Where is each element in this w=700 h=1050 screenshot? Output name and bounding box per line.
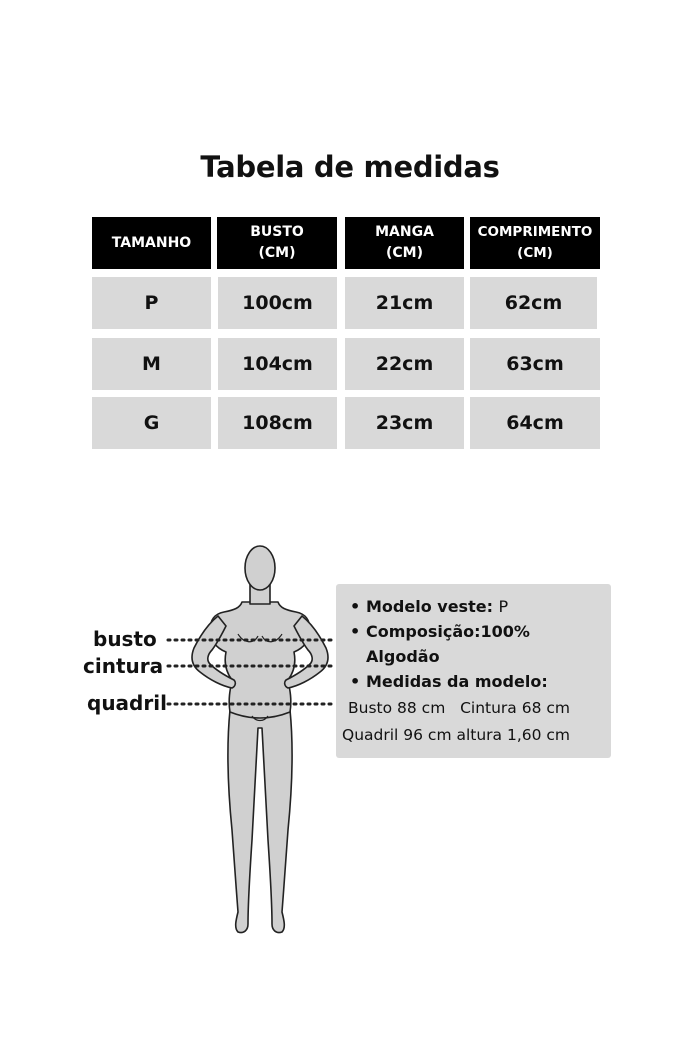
measurement-lines [160,630,340,720]
table-cell-size: P [92,277,211,329]
composition-continued: Algodão [366,647,440,666]
body-figure-illustration [170,540,350,940]
header-bust-label: BUSTO [250,224,304,240]
measures-label: • Medidas da modelo: [350,669,611,694]
table-cell-length: 62cm [470,277,597,329]
hip-label: quadril [87,691,167,715]
table-cell-bust: 100cm [218,277,337,329]
table-cell-sleeve: 23cm [345,397,464,449]
header-sleeve-label: MANGA [375,224,434,240]
table-cell-length: 64cm [470,397,600,449]
header-sleeve [345,217,464,269]
table-cell-sleeve: 21cm [345,277,464,329]
composition-item: • Composição:100% [350,619,611,644]
header-bust [217,217,337,269]
waist-label: cintura [83,654,164,678]
header-sleeve-unit: (CM) [385,245,423,261]
table-cell-bust: 104cm [218,338,337,390]
table-cell-size: M [92,338,211,390]
model-wears-label: Modelo veste: [366,597,493,616]
measures-line-2: Quadril 96 cm altura 1,60 cm [342,726,571,744]
header-length [470,217,600,269]
header-size-label: TAMANHO [111,234,192,251]
page-title: Tabela de medidas [200,150,500,184]
model-wears-value: P [498,597,509,616]
model-info-box [336,584,611,758]
table-cell-length: 63cm [470,338,600,390]
bust-label: busto [93,627,157,651]
table-cell-size: G [92,397,211,449]
header-size [92,217,211,269]
header-length-label: COMPRIMENTO [477,224,593,240]
header-length-unit: (CM) [517,245,553,261]
table-cell-bust: 108cm [218,397,337,449]
measures-line-1: Busto 88 cm Cintura 68 cm [348,699,570,717]
table-cell-sleeve: 22cm [345,338,464,390]
header-bust-unit: (CM) [258,245,296,261]
model-wears-item [350,594,611,619]
